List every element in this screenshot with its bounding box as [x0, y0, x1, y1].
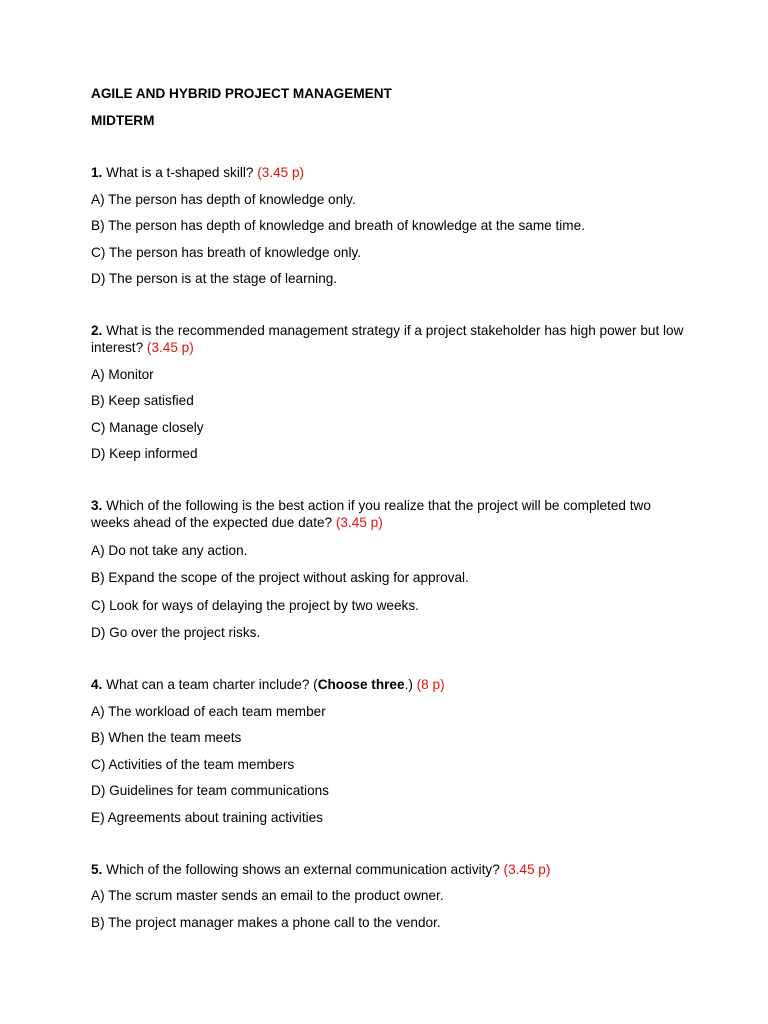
question-number: 1.	[91, 165, 103, 180]
question-prompt: Which of the following is the best action if you realize that the project will be completed two weeks ahead of the expected due date?	[91, 498, 651, 530]
answer-option: B) Keep satisfied	[91, 393, 194, 408]
question-points: (3.45 p)	[146, 340, 194, 355]
answer-option: C) Manage closely	[91, 419, 204, 435]
answer-option: C) Activities of the team members	[91, 756, 295, 772]
answer-option: A) Do not take any action.	[91, 542, 248, 558]
question-text	[91, 676, 691, 693]
answer-option: B) Expand the scope of the project without asking for approval.	[91, 570, 469, 585]
answer-option: A) The scrum master sends an email to the product owner.	[91, 888, 444, 903]
question-points: (3.45 p)	[257, 165, 305, 180]
question-text	[91, 322, 691, 356]
answer-option: C) Look for ways of delaying the project by two weeks.	[91, 597, 419, 613]
question-3	[91, 497, 691, 641]
answer-option: D) The person is at the stage of learning.	[91, 271, 338, 286]
question-2	[91, 322, 691, 462]
question-number: 3.	[91, 498, 103, 513]
question-prompt: What is the recommended management strategy if a project stakeholder has high power but low interest?	[91, 323, 684, 355]
question-number: 5.	[91, 861, 103, 877]
question-5	[91, 861, 691, 931]
answer-option: D) Keep informed	[91, 446, 198, 461]
question-text	[91, 164, 691, 181]
answer-option: D) Go over the project risks.	[91, 625, 261, 640]
document-page	[91, 85, 691, 931]
question-prompt-end: .)	[404, 677, 417, 692]
document-title: AGILE AND HYBRID PROJECT MANAGEMENT	[91, 86, 392, 101]
answer-option: B) When the team meets	[91, 730, 242, 745]
answer-option: B) The person has depth of knowledge and breath of knowledge at the same time.	[91, 218, 585, 233]
answer-option: B) The project manager makes a phone call to the vendor.	[91, 914, 441, 930]
question-prompt: What is a t-shaped skill?	[102, 165, 258, 180]
question-number: 2.	[91, 323, 103, 338]
question-prompt: Which of the following shows an external communication activity?	[102, 861, 504, 877]
answer-option: C) The person has breath of knowledge only.	[91, 244, 362, 260]
answer-option: A) The workload of each team member	[91, 703, 326, 719]
question-number: 4.	[91, 677, 103, 692]
answer-option: A) The person has depth of knowledge only.	[91, 191, 356, 207]
document-subtitle: MIDTERM	[91, 113, 155, 128]
answer-option: D) Guidelines for team communications	[91, 783, 329, 798]
answer-option: A) Monitor	[91, 366, 154, 382]
question-4	[91, 676, 691, 826]
question-prompt: What can a team charter include? (	[102, 677, 318, 692]
answer-option: E) Agreements about training activities	[91, 809, 323, 825]
question-emphasis: Choose three	[317, 677, 405, 692]
question-text	[91, 861, 691, 878]
question-points: (3.45 p)	[503, 861, 551, 877]
question-text	[91, 497, 691, 531]
question-points: (3.45 p)	[335, 515, 383, 530]
question-1	[91, 164, 691, 287]
question-points: (8 p)	[416, 677, 445, 692]
